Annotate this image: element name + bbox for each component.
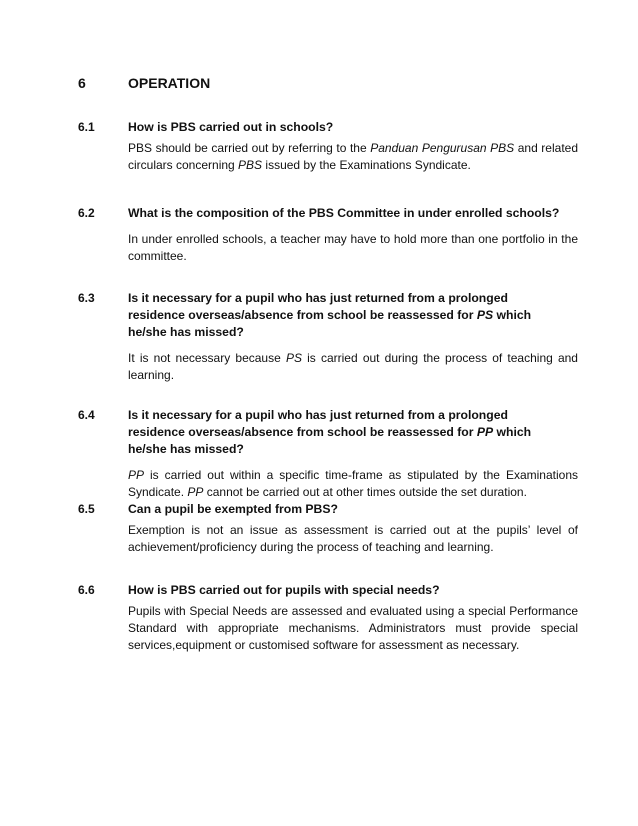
faq-section-6-5	[78, 501, 578, 556]
faq-section-6-6	[78, 582, 578, 654]
italic-term: PS	[476, 308, 494, 322]
section-number: 6.1	[78, 120, 95, 134]
section-number: 6.6	[78, 583, 95, 597]
section-number: 6.4	[78, 408, 95, 422]
question-text: What is the composition of the PBS Committee in under enrolled schools?	[128, 206, 560, 220]
answer-text	[128, 231, 578, 265]
question-text	[128, 407, 548, 458]
text-run: is carried out during the process of teaching and learning.	[128, 351, 578, 382]
text-run: PBS should be carried out by referring to the	[128, 141, 371, 155]
text-run: and related circulars concerning	[128, 141, 579, 172]
text-run: Is it necessary for a pupil who has just returned from a prolonged residence overseas/absence from school be reassessed for	[128, 291, 508, 322]
answer-text	[128, 467, 578, 501]
question-text: How is PBS carried out in schools?	[128, 120, 334, 134]
answer-text	[128, 140, 578, 174]
text-run: which he/she has missed?	[128, 308, 532, 339]
question-text: How is PBS carried out for pupils with special needs?	[128, 583, 440, 597]
text-run: is carried out within a specific time-frame as stipulated by the Examinations Syndicate.	[128, 468, 578, 499]
text-run: Pupils with Special Needs are assessed and evaluated using a special Performance Standard with appropriate mechanisms. Administrators must provide special services,equipment or customised software for assessment as necessary.	[128, 604, 578, 652]
section-number: 6.5	[78, 502, 95, 516]
faq-section-6-1	[78, 119, 578, 174]
italic-term: PP	[187, 485, 204, 499]
italic-term: PS	[285, 351, 302, 365]
text-run: cannot be carried out at other times outside the set duration.	[203, 485, 527, 499]
answer-text	[128, 350, 578, 384]
question-text: Can a pupil be exempted from PBS?	[128, 502, 338, 516]
text-run: Exemption is not an issue as assessment is carried out at the pupils’ level of achievement/proficiency during the process of teaching and learning.	[128, 523, 578, 554]
italic-term: PBS	[238, 158, 263, 172]
heading-number: 6	[78, 75, 86, 91]
italic-term: PP	[128, 468, 145, 482]
text-run: In under enrolled schools, a teacher may have to hold more than one portfolio in the committee.	[128, 232, 578, 263]
answer-text	[128, 522, 578, 556]
heading-title: OPERATION	[128, 75, 211, 91]
text-run: issued by the Examinations Syndicate.	[262, 158, 471, 172]
section-number: 6.3	[78, 291, 95, 305]
question-text	[128, 290, 548, 341]
answer-text	[128, 603, 578, 654]
section-number: 6.2	[78, 206, 95, 220]
text-run: It is not necessary because	[128, 351, 286, 365]
faq-section-6-3	[78, 290, 578, 384]
text-run: which he/she has missed?	[128, 425, 532, 456]
text-run: Is it necessary for a pupil who has just returned from a prolonged residence overseas/absence from school be reassessed for	[128, 408, 508, 439]
faq-section-6-2	[78, 205, 578, 265]
italic-term: PP	[476, 425, 494, 439]
faq-section-6-4	[78, 407, 578, 501]
section-heading	[78, 75, 210, 91]
italic-term: Panduan Pengurusan PBS	[370, 141, 515, 155]
